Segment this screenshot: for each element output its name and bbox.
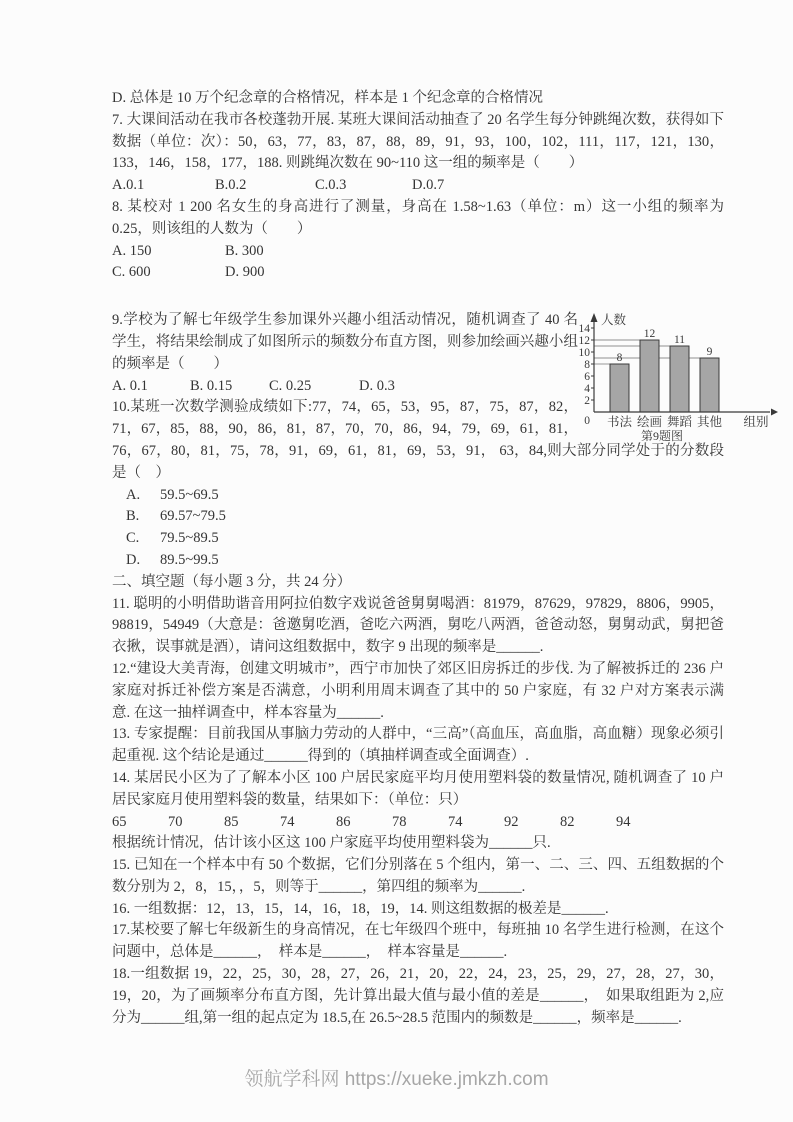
y-tick-label: 10	[578, 347, 590, 360]
y-tick-label: 2	[584, 395, 590, 408]
chart-bar-其他	[700, 358, 719, 412]
option-c: C. 600	[112, 264, 151, 281]
chart-bar-绘画	[640, 340, 659, 412]
option-b: B. 300	[225, 242, 264, 259]
data-value: 74	[448, 813, 463, 830]
question-10-text: 10.某班一次数学测验成绩如下:77，74，65，53，95，87，75，87，82，71，67，85，88，90，86，81，87，70，70，86，94，79，69，61，81，76，67，80，81，75，78，91，69，61，81，69，53，91， 63，84,则大部分同学处于的分数段是（ ）	[112, 399, 724, 481]
data-value: 86	[336, 813, 351, 830]
option-b: B. 0.15	[190, 377, 233, 394]
data-value: 70	[168, 813, 183, 830]
option-range: 79.5~89.5	[160, 530, 219, 547]
question-7-text: 7. 大课间活动在我市各校蓬勃开展. 某班大课间活动抽查了 20 名学生每分钟跳绳次数，获得如下数据（单位：次）：50，63，77，83，87，88，89，91，93，100，102，111，117，121，130，133，146，158，177，188. 则跳绳次数在 90~110 这一组的频率是（ ）	[112, 111, 724, 172]
option-letter: A.	[126, 486, 141, 503]
data-value: 94	[616, 813, 631, 830]
question-15-text: 15. 已知在一个样本中有 50 个数据，它们分别落在 5 个组内，第一、二、三、四、五组数据的个数分别为 2，8，15，，5，则等于______，第四组的频率为______.	[112, 857, 724, 895]
y-tick-label: 0	[584, 415, 590, 428]
x-tick-label: 舞蹈	[666, 415, 693, 430]
question-12-text: 12.“建设大美青海，创建文明城市”，西宁市加快了郊区旧房拆迁的步伐. 为了解被拆迁的 236 户家庭对拆迁补偿方案是否满意，小明利用周末调查了其中的 50 户家庭，有 32 户对方案表示满意. 在这一抽样调查中，样本容量为______.	[112, 660, 724, 721]
option-d: D.0.7	[412, 177, 445, 194]
y-axis-title: 人数	[601, 313, 627, 328]
question-18-text: 18.一组数据 19，22，25，30，28，27，26，21，20，22，24，23，25，29，27，28，27，30，19，20，为了画频率分布直方图，先计算出最大值与最小值的差是______， 如果取组距为 2,应分为______组,第一组的起点定为 18.5,在 26.5~28.5 范围内的频数是______，频率是______.	[112, 966, 724, 1026]
option-b: B.0.2	[215, 177, 247, 194]
option-range: 69.57~79.5	[160, 508, 226, 525]
question-6-option-d: D. 总体是 10 万个纪念章的合格情况，样本是 1 个纪念章的合格情况	[112, 90, 543, 106]
question-8-text: 8. 某校对 1 200 名女生的身高进行了测量，身高在 1.58~1.63（单位：m）这一小组的频率为 0.25，则该组的人数为（ ）	[112, 198, 724, 237]
question-9-text: 9.学校为了解七年级学生参加课外兴趣小组活动情况，随机调查了 40 名学生，将结果绘制成了如图所示的频数分布直方图，则参加绘画兴趣小组的频率是（ ）	[112, 312, 578, 372]
section-2-header: 二、填空题（每小题 3 分，共 24 分）	[112, 573, 352, 590]
y-tick-label: 6	[584, 371, 590, 384]
question-11-text: 11. 聪明的小明借助谐音用阿拉伯数字戏说爸爸舅舅喝酒：81979，87629，97829，8806，9905，98819，54949（大意是：爸邀舅吃酒，爸吃六两酒，舅吃八两酒，爸爸动怒，舅舅动武，舅把爸衣揪，误事就是酒），请问这组数据中，数字 9 出现的频率是______.	[112, 595, 724, 656]
chart-caption: 第9题图	[640, 429, 684, 444]
question-8-options-row1	[112, 241, 724, 263]
option-range: 59.5~69.5	[160, 486, 219, 503]
question-13-text: 13. 专家提醒：目前我国从事脑力劳动的人群中，“三高”（高血压，高血脂，高血糖）现象必须引起重视. 这个结论是通过______得到的（填抽样调查或全面调查）.	[112, 726, 724, 765]
option-range: 89.5~99.5	[160, 551, 219, 568]
question-10-option-a	[112, 485, 724, 507]
data-value: 74	[280, 813, 295, 830]
option-a: A. 150	[112, 242, 152, 259]
question-14-text: 14. 某居民小区为了了解本小区 100 户居民家庭平均月使用塑料袋的数量情况, 随机调查了 10 户居民家庭月使用塑料袋的数量，结果如下：（单位：只）	[112, 769, 724, 808]
question-10-option-c	[112, 528, 724, 550]
q9-histogram-svg	[578, 310, 788, 450]
question-9-options	[112, 376, 578, 398]
option-a: A. 0.1	[112, 377, 148, 394]
question-9-10-block	[112, 310, 769, 572]
data-value: 92	[504, 813, 519, 830]
x-axis-arrow-icon	[771, 409, 778, 416]
frequency-histogram-figure	[578, 310, 788, 444]
y-tick-label: 14	[578, 323, 590, 336]
data-value: 65	[112, 813, 127, 830]
chart-value-label: 11	[673, 334, 686, 347]
question-14-conclusion: 根据统计情况，估计该小区这 100 户家庭平均使用塑料袋为______只.	[112, 835, 551, 852]
option-c: C.0.3	[315, 177, 347, 194]
question-10-option-d	[112, 550, 724, 572]
question-10-option-b	[112, 506, 724, 528]
y-axis-arrow-icon	[591, 313, 598, 322]
chart-value-label: 9	[706, 346, 713, 359]
option-a: A.0.1	[112, 177, 145, 194]
option-letter: C.	[126, 530, 140, 547]
site-watermark: 领航学科网 https://xueke.jmkzh.com	[244, 1069, 549, 1090]
y-tick-label: 12	[578, 335, 590, 348]
chart-value-label: 8	[616, 352, 623, 365]
question-16-text: 16. 一组数据：12，13，15，14，16，18，19，14. 则这组数据的极差是______.	[112, 900, 609, 917]
option-d: D. 900	[225, 264, 265, 281]
option-d: D. 0.3	[359, 377, 395, 394]
x-tick-label: 其他	[696, 415, 723, 430]
chart-bar-舞蹈	[670, 346, 689, 412]
y-tick-label: 4	[584, 383, 590, 396]
x-tick-label: 书法	[606, 415, 633, 430]
x-tick-label: 绘画	[636, 415, 663, 430]
question-14-data-row	[112, 812, 724, 834]
data-value: 85	[224, 813, 239, 830]
exam-content	[112, 88, 769, 1029]
chart-value-label: 12	[643, 328, 656, 341]
data-value: 82	[560, 813, 575, 830]
x-axis-title: 组别	[743, 415, 769, 430]
question-7-options	[112, 175, 724, 197]
question-8-options-row2	[112, 262, 724, 284]
option-letter: D.	[126, 551, 141, 568]
y-tick-label: 8	[584, 359, 590, 372]
option-c: C. 0.25	[269, 377, 312, 394]
option-letter: B.	[126, 508, 140, 525]
data-value: 78	[392, 813, 407, 830]
chart-bar-书法	[610, 364, 629, 412]
question-17-text: 17.某校要了解七年级新生的身高情况，在七年级四个班中，每班抽 10 名学生进行检测，在这个问题中，总体是______， 样本是______， 样本容量是______.	[112, 922, 724, 961]
